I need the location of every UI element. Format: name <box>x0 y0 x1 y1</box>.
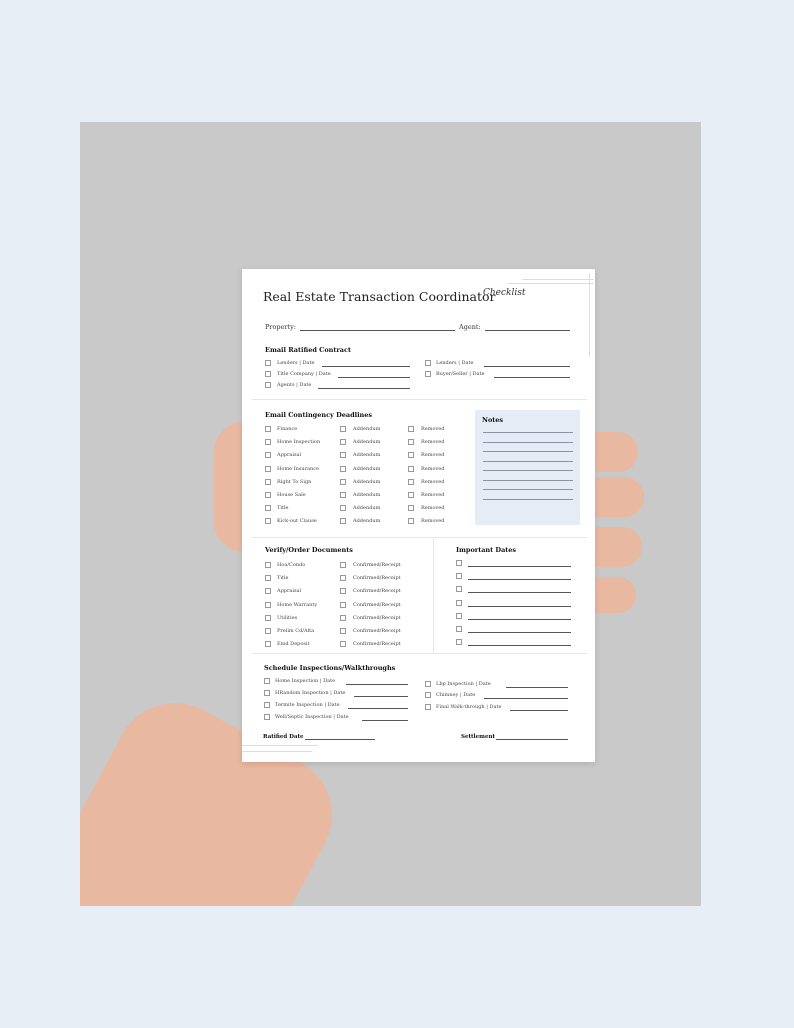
checkbox-contingency[interactable] <box>265 505 271 511</box>
section-schedule-heading: Schedule Inspections/Walkthroughs <box>264 664 396 672</box>
property-label: Property: <box>265 323 296 331</box>
schedule-left-label: Well/Septic Inspection | Date <box>275 714 349 720</box>
checkbox-addendum[interactable] <box>340 466 346 472</box>
notes-line[interactable] <box>483 461 573 462</box>
notes-box[interactable] <box>475 410 580 525</box>
important-date-field[interactable] <box>468 592 571 593</box>
contingency-item-label: Kick-out Clause <box>277 518 317 525</box>
deco-line <box>522 279 594 280</box>
verify-item-label: Home Warranty <box>277 601 318 608</box>
checkbox-schedule-well-septic[interactable] <box>264 714 270 720</box>
checkbox-confirmed[interactable] <box>340 562 346 568</box>
addendum-label: Addendum <box>353 478 381 485</box>
checkbox-ratified-lenders-2[interactable] <box>425 360 431 366</box>
checkbox-verify[interactable] <box>265 641 271 647</box>
checkbox-removed[interactable] <box>408 518 414 524</box>
removed-label: Removed <box>421 505 445 512</box>
contingency-item-label: Home Insurance <box>277 465 319 472</box>
section-verify-heading: Verify/Order Documents <box>265 546 353 554</box>
checkbox-ratified-lenders[interactable] <box>265 360 271 366</box>
checkbox-schedule-chimney[interactable] <box>425 692 431 698</box>
checkbox-verify[interactable] <box>265 562 271 568</box>
contingency-item-label: Title <box>277 505 289 512</box>
checkbox-addendum[interactable] <box>340 452 346 458</box>
contingency-item-label: Right To Sign <box>277 478 312 485</box>
checkbox-addendum[interactable] <box>340 492 346 498</box>
important-date-field[interactable] <box>468 632 571 633</box>
checkbox-addendum[interactable] <box>340 426 346 432</box>
ratified-left-field[interactable] <box>322 366 410 367</box>
addendum-label: Addendum <box>353 492 381 498</box>
checkbox-confirmed[interactable] <box>340 575 346 581</box>
checkbox-ratified-title-company[interactable] <box>265 371 271 377</box>
schedule-right-field[interactable] <box>484 698 568 699</box>
checkbox-important-date[interactable] <box>456 573 462 579</box>
schedule-left-label: Termite Inspection | Date <box>275 702 340 708</box>
schedule-left-field[interactable] <box>348 708 408 709</box>
deco-line <box>508 283 594 284</box>
column-divider <box>433 537 434 653</box>
checkbox-important-date[interactable] <box>456 560 462 566</box>
deco-line <box>589 273 590 357</box>
ratified-date-field[interactable] <box>305 739 375 740</box>
checkbox-removed[interactable] <box>408 466 414 472</box>
checkbox-addendum[interactable] <box>340 518 346 524</box>
notes-line[interactable] <box>483 480 573 481</box>
schedule-left-field[interactable] <box>362 720 408 721</box>
checkbox-verify[interactable] <box>265 602 271 608</box>
section-divider <box>252 537 587 538</box>
checkbox-contingency[interactable] <box>265 452 271 458</box>
checkbox-verify[interactable] <box>265 588 271 594</box>
checkbox-removed[interactable] <box>408 426 414 432</box>
important-date-field[interactable] <box>468 566 571 567</box>
verify-item-label: Title <box>277 575 289 582</box>
contingency-item-label: Finance <box>277 426 298 432</box>
document-title: Real Estate Transaction Coordinator <box>263 289 496 304</box>
contingency-item-label: House Sale <box>277 492 306 498</box>
notes-heading: Notes <box>482 416 504 424</box>
checkbox-confirmed[interactable] <box>340 588 346 594</box>
section-contingency-heading: Email Contingency Deadlines <box>265 411 373 419</box>
checklist-sheet <box>242 269 595 762</box>
checkbox-contingency[interactable] <box>265 518 271 524</box>
checkbox-important-date[interactable] <box>456 626 462 632</box>
checkbox-contingency[interactable] <box>265 492 271 498</box>
checkbox-contingency[interactable] <box>265 466 271 472</box>
checkbox-ratified-agents[interactable] <box>265 382 271 388</box>
document-subtitle-script: Checklist <box>483 288 526 298</box>
agent-label: Agent: <box>459 323 481 331</box>
schedule-left-field[interactable] <box>346 684 408 685</box>
checkbox-confirmed[interactable] <box>340 602 346 608</box>
schedule-right-label: Lbp Inspection | Date <box>436 681 491 687</box>
property-field[interactable] <box>300 330 455 331</box>
checkbox-important-date[interactable] <box>456 586 462 592</box>
section-email-ratified-heading: Email Ratified Contract <box>265 346 351 354</box>
checkbox-schedule-home-inspection[interactable] <box>264 678 270 684</box>
checkbox-removed[interactable] <box>408 492 414 498</box>
confirmed-label: Confirmed/Receipt <box>353 575 401 582</box>
contingency-item-label: Home Inspection <box>277 439 321 446</box>
confirmed-label: Confirmed/Receipt <box>353 588 401 595</box>
important-date-field[interactable] <box>468 645 571 646</box>
checkbox-removed[interactable] <box>408 439 414 445</box>
checkbox-removed[interactable] <box>408 479 414 485</box>
verify-item-label: Emd Deposit <box>277 641 310 648</box>
ratified-right-field[interactable] <box>484 366 570 367</box>
schedule-left-field[interactable] <box>354 696 408 697</box>
checkbox-important-date[interactable] <box>456 639 462 645</box>
schedule-left-label: Home Inspection | Date <box>275 678 336 684</box>
checkbox-verify[interactable] <box>265 615 271 621</box>
verify-item-label: Utilities <box>277 614 298 621</box>
confirmed-label: Confirmed/Receipt <box>353 641 401 648</box>
checkbox-contingency[interactable] <box>265 426 271 432</box>
schedule-right-label: Chimney | Date <box>436 692 476 698</box>
hand-wrist <box>80 782 200 906</box>
removed-label: Removed <box>421 518 445 525</box>
addendum-label: Addendum <box>353 465 381 472</box>
notes-line[interactable] <box>483 489 573 490</box>
important-date-field[interactable] <box>468 606 571 607</box>
notes-line[interactable] <box>483 451 573 452</box>
checkbox-important-date[interactable] <box>456 613 462 619</box>
addendum-label: Addendum <box>353 439 381 446</box>
ratified-right-label: Lenders | Date <box>436 360 474 366</box>
verify-item-label: Appraisal <box>277 588 302 595</box>
notes-line[interactable] <box>483 499 573 500</box>
important-date-field[interactable] <box>468 619 571 620</box>
agent-field[interactable] <box>485 330 570 331</box>
checkbox-removed[interactable] <box>408 452 414 458</box>
notes-line[interactable] <box>483 470 573 471</box>
ratified-right-field[interactable] <box>494 377 570 378</box>
confirmed-label: Confirmed/Receipt <box>353 614 401 621</box>
verify-item-label: Hoa/Condo <box>277 562 306 568</box>
removed-label: Removed <box>421 452 445 459</box>
deco-line <box>242 745 318 746</box>
settlement-label: Settlement <box>461 734 495 740</box>
checkbox-schedule-termite-inspection[interactable] <box>264 702 270 708</box>
schedule-right-field[interactable] <box>506 687 568 688</box>
settlement-field[interactable] <box>496 739 568 740</box>
confirmed-label: Confirmed/Receipt <box>353 628 401 634</box>
confirmed-label: Confirmed/Receipt <box>353 601 401 608</box>
checkbox-verify[interactable] <box>265 575 271 581</box>
checkbox-confirmed[interactable] <box>340 641 346 647</box>
checkbox-contingency[interactable] <box>265 439 271 445</box>
removed-label: Removed <box>421 478 445 485</box>
checkbox-schedule-random-inspection[interactable] <box>264 690 270 696</box>
checkbox-important-date[interactable] <box>456 600 462 606</box>
section-divider <box>252 399 587 400</box>
section-important-dates-heading: Important Dates <box>456 546 517 554</box>
checkbox-ratified-buyer-seller[interactable] <box>425 371 431 377</box>
notes-line[interactable] <box>483 442 573 443</box>
checkbox-schedule-final-walkthrough[interactable] <box>425 704 431 710</box>
checkbox-addendum[interactable] <box>340 479 346 485</box>
checkbox-contingency[interactable] <box>265 479 271 485</box>
checkbox-verify[interactable] <box>265 628 271 634</box>
ratified-right-label: Buyer/Seller | Date <box>436 371 485 377</box>
ratified-left-label: Agents | Date <box>277 382 312 388</box>
checkbox-confirmed[interactable] <box>340 628 346 634</box>
addendum-label: Addendum <box>353 505 381 512</box>
addendum-label: Addendum <box>353 426 381 432</box>
schedule-right-label: Final Walk-through | Date <box>436 704 502 710</box>
checkbox-confirmed[interactable] <box>340 615 346 621</box>
removed-label: Removed <box>421 426 445 432</box>
ratified-date-label: Ratified Date <box>263 734 304 740</box>
checkbox-addendum[interactable] <box>340 505 346 511</box>
ratified-left-label: Title Company | Date <box>277 371 331 377</box>
confirmed-label: Confirmed/Receipt <box>353 562 401 568</box>
deco-line <box>242 751 312 752</box>
checkbox-removed[interactable] <box>408 505 414 511</box>
ratified-left-label: Lenders | Date <box>277 360 315 366</box>
removed-label: Removed <box>421 439 445 446</box>
notes-line[interactable] <box>483 432 573 433</box>
addendum-label: Addendum <box>353 452 381 459</box>
removed-label: Removed <box>421 465 445 472</box>
checkbox-addendum[interactable] <box>340 439 346 445</box>
ratified-left-field[interactable] <box>318 388 410 389</box>
schedule-right-field[interactable] <box>510 710 568 711</box>
checkbox-schedule-lbp-inspection[interactable] <box>425 681 431 687</box>
ratified-left-field[interactable] <box>338 377 410 378</box>
verify-item-label: Prelim Cd/Alta <box>277 628 315 634</box>
section-divider <box>252 653 587 654</box>
contingency-item-label: Appraisal <box>277 452 302 459</box>
addendum-label: Addendum <box>353 518 381 525</box>
important-date-field[interactable] <box>468 579 571 580</box>
removed-label: Removed <box>421 492 445 498</box>
schedule-left-label: HRandom Inspection | Date <box>275 690 346 696</box>
